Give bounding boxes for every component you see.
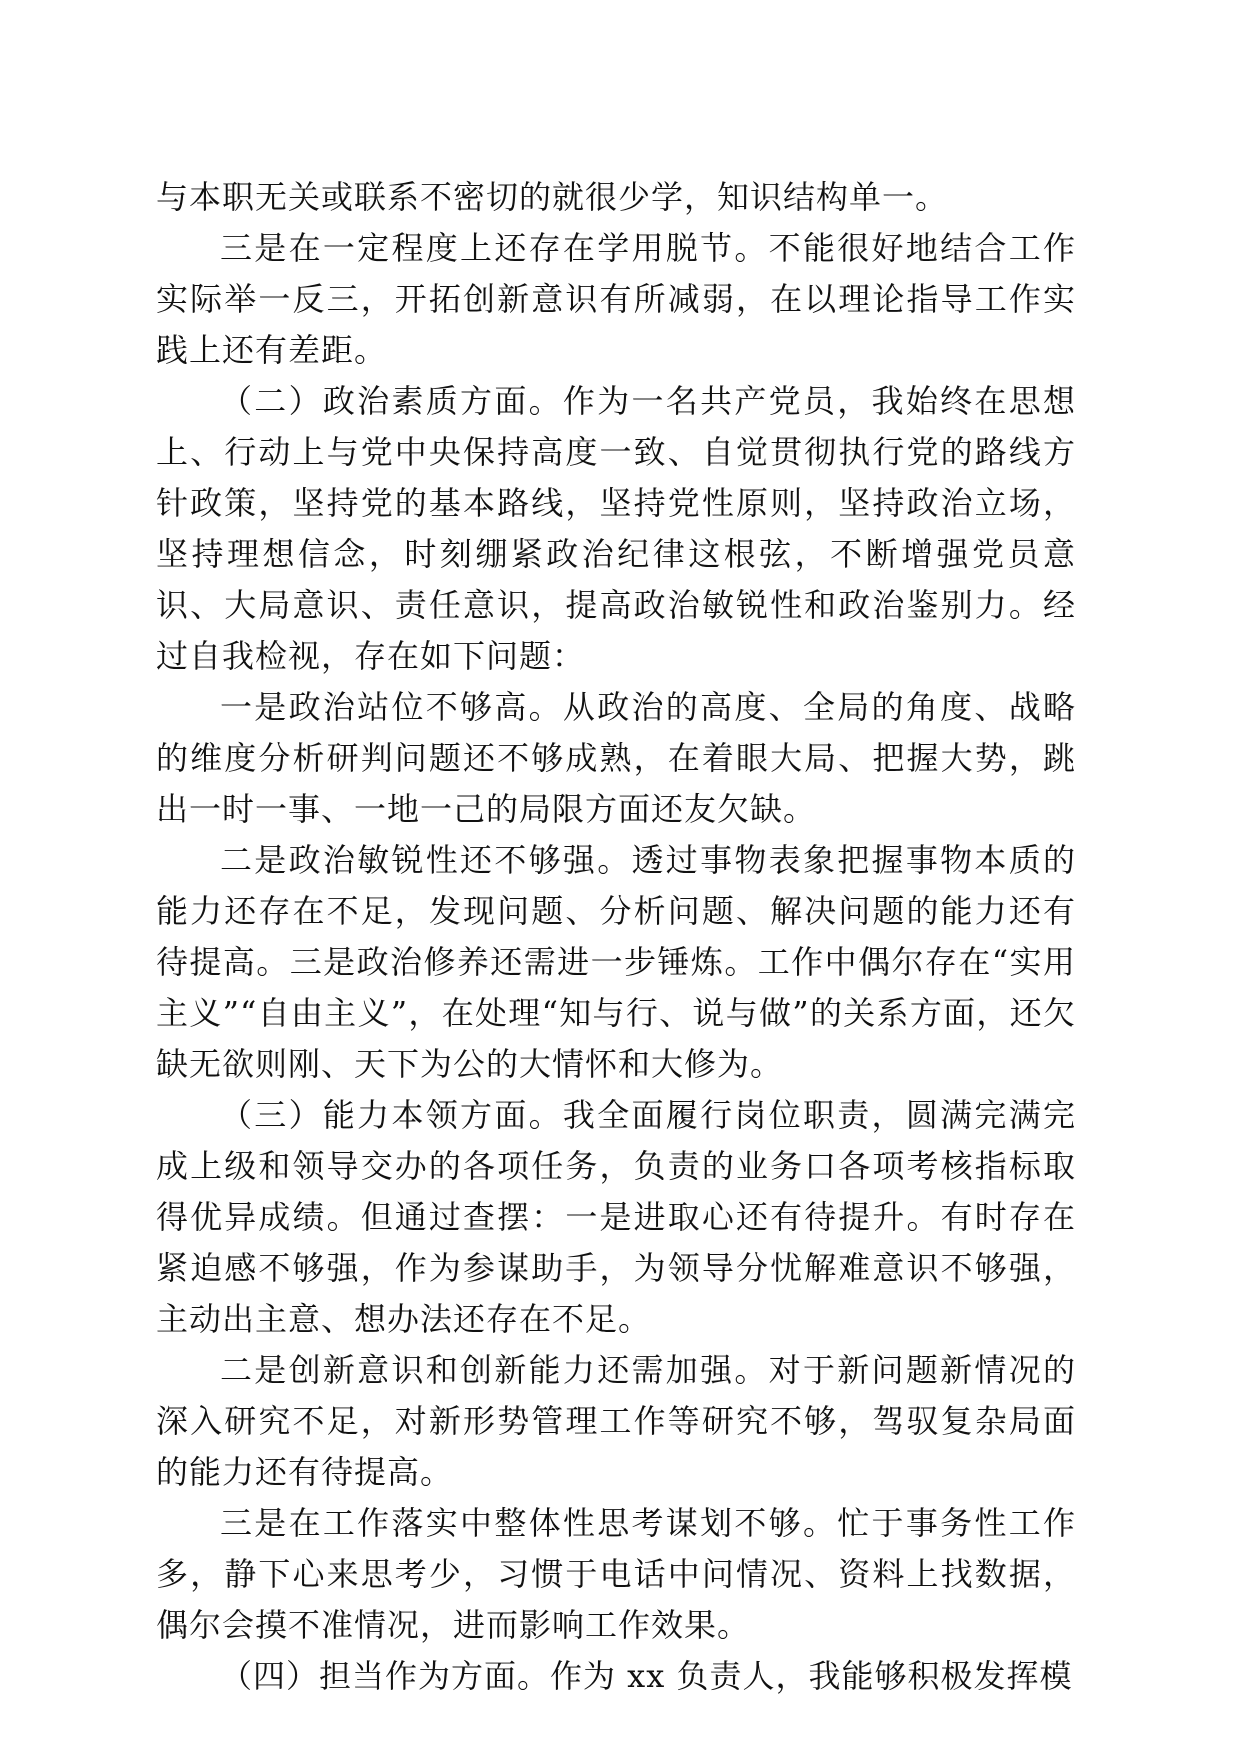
paragraph-continuation: 与本职无关或联系不密切的就很少学，知识结构单一。 xyxy=(156,178,949,216)
paragraph-responsibility: （四）担当作为方面。作为 xx 负责人，我能够积极发挥模 xyxy=(220,1657,1073,1695)
paragraph-political-sensitivity: 二是政治敏锐性还不够强。透过事物表象把握事物本质的能力还存在不足，发现问题、分析问题、解决问题的能力还有待提高。三是政治修养还需进一步锤炼。工作中偶尔存在“实用主义”“自由主义”，在处理“知与行、说与做”的关系方面，还欠缺无欲则刚、天下为公的大情怀和大修为。 xyxy=(156,841,1076,1083)
paragraph-innovation: 二是创新意识和创新能力还需加强。对于新问题新情况的深入研究不足，对新形势管理工作等研究不够，驾驭复杂局面的能力还有待提高。 xyxy=(156,1351,1076,1491)
paragraph-political-quality: （二）政治素质方面。作为一名共产党员，我始终在思想上、行动上与党中央保持高度一致、自觉贯彻执行党的路线方针政策，坚持党的基本路线，坚持党性原则，坚持政治立场，坚持理想信念，时刻绷紧政治纪律这根弦，不断增强党员意识、大局意识、责任意识，提高政治敏锐性和政治鉴别力。经过自我检视，存在如下问题： xyxy=(156,382,1076,675)
document-page xyxy=(156,172,1076,1702)
paragraph-study-practice-gap: 三是在一定程度上还存在学用脱节。不能很好地结合工作实际举一反三，开拓创新意识有所减弱，在以理论指导工作实践上还有差距。 xyxy=(156,229,1076,369)
paragraph-implementation: 三是在工作落实中整体性思考谋划不够。忙于事务性工作多，静下心来思考少，习惯于电话中问情况、资料上找数据，偶尔会摸不准情况，进而影响工作效果。 xyxy=(156,1504,1076,1644)
paragraph-political-stance: 一是政治站位不够高。从政治的高度、全局的角度、战略的维度分析研判问题还不够成熟，在着眼大局、把握大势，跳出一时一事、一地一己的局限方面还友欠缺。 xyxy=(156,688,1076,828)
paragraph-ability: （三）能力本领方面。我全面履行岗位职责，圆满完满完成上级和领导交办的各项任务，负责的业务口各项考核指标取得优异成绩。但通过查摆：一是进取心还有待提升。有时存在紧迫感不够强，作为参谋助手，为领导分忧解难意识不够强，主动出主意、想办法还存在不足。 xyxy=(156,1096,1076,1338)
